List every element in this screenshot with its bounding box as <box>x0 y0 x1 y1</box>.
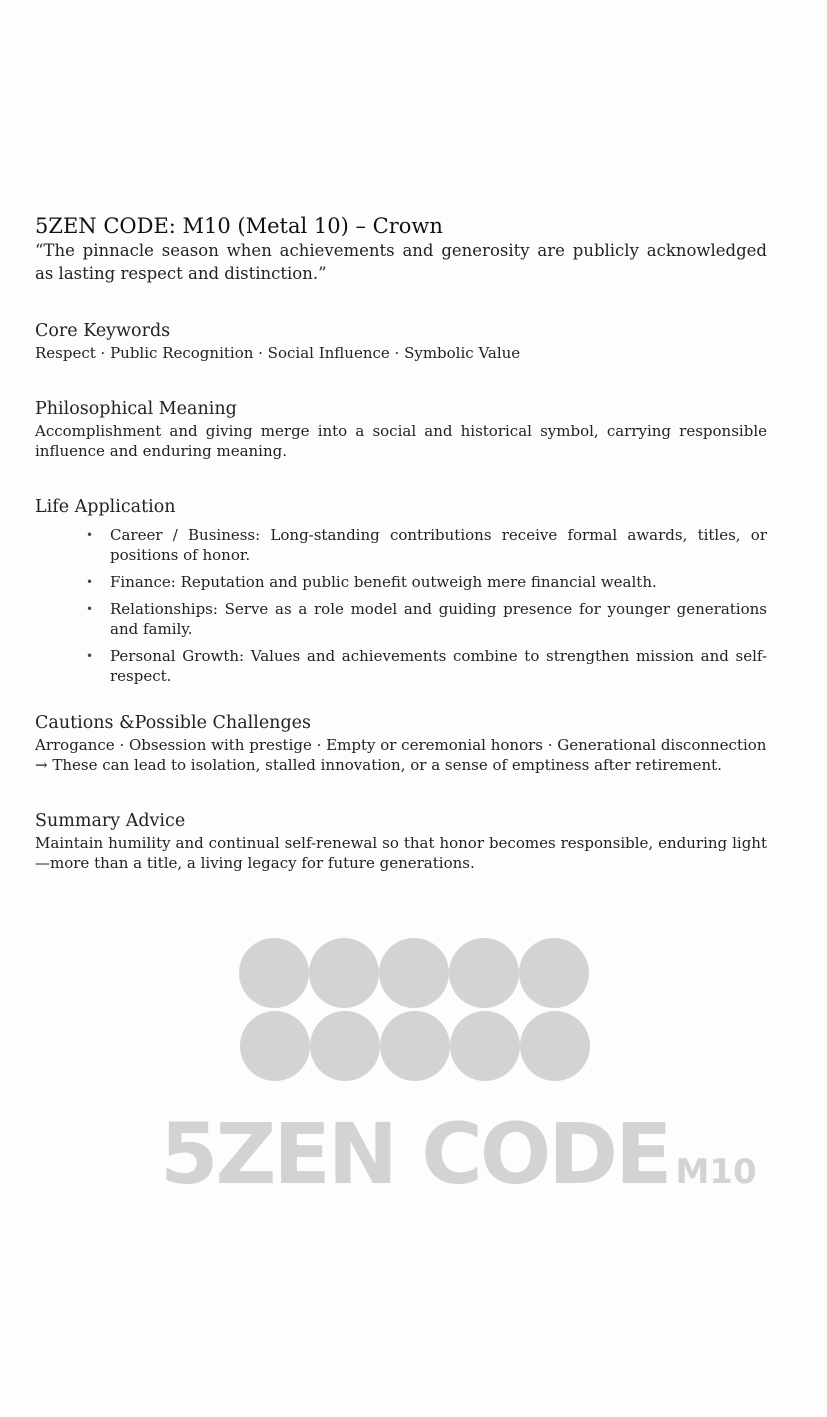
logo-dot <box>239 938 309 1008</box>
section-philosophical-meaning <box>35 398 767 461</box>
core-keywords-text: Respect · Public Recognition · Social Influence · Symbolic Value <box>35 344 521 362</box>
logo-wordmark <box>160 1105 757 1214</box>
logo-dot <box>240 1011 310 1081</box>
cautions-text <box>35 735 767 775</box>
logo-dot <box>449 938 519 1008</box>
list-item: • Finance: Reputation and public benefit outweigh mere financial wealth. <box>110 572 767 592</box>
brand-logo <box>0 938 827 1203</box>
cautions-line-1: Arrogance · Obsession with prestige · Empty or ceremonial honors · Generational disconnection <box>35 736 767 754</box>
tagline-quote: “The pinnacle season when achievements and generosity are publicly acknowledged as lasting respect and distinction.” <box>35 241 767 283</box>
logo-dot <box>520 1011 590 1081</box>
logo-dot-grid <box>239 938 591 1084</box>
logo-wordmark-code: M10 <box>675 1152 757 1192</box>
core-keywords-heading: Core Keywords <box>35 321 171 341</box>
document-body <box>35 213 767 873</box>
logo-dot <box>519 938 589 1008</box>
logo-dot <box>450 1011 520 1081</box>
page-title: 5ZEN CODE: M10 (Metal 10) – Crown <box>35 214 443 238</box>
cautions-line-2: → These can lead to isolation, stalled innovation, or a sense of emptiness after retirement. <box>35 756 722 774</box>
life-application-list <box>35 525 767 686</box>
section-cautions <box>35 712 767 775</box>
section-core-keywords <box>35 320 767 363</box>
cautions-heading: Cautions &Possible Challenges <box>35 713 311 733</box>
logo-dot <box>310 1011 380 1081</box>
logo-wordmark-main: 5ZEN CODE <box>160 1105 670 1203</box>
summary-advice-text: Maintain humility and continual self-renewal so that honor becomes responsible, enduring light—more than a title, a living legacy for future generations. <box>35 834 767 872</box>
philosophical-meaning-text: Accomplishment and giving merge into a social and historical symbol, carrying responsible influence and enduring meaning. <box>35 422 767 460</box>
logo-dot <box>309 938 379 1008</box>
list-item: • Personal Growth: Values and achievements combine to strengthen mission and self-respect. <box>110 646 767 686</box>
summary-advice-heading: Summary Advice <box>35 811 186 831</box>
life-application-heading: Life Application <box>35 497 176 517</box>
logo-dot <box>380 1011 450 1081</box>
section-summary-advice <box>35 810 767 873</box>
list-item: • Relationships: Serve as a role model and guiding presence for younger generations and family. <box>110 599 767 639</box>
logo-dot <box>379 938 449 1008</box>
section-life-application <box>35 496 767 686</box>
list-item: • Career / Business: Long-standing contributions receive formal awards, titles, or positions of honor. <box>110 525 767 565</box>
philosophical-meaning-heading: Philosophical Meaning <box>35 399 237 419</box>
